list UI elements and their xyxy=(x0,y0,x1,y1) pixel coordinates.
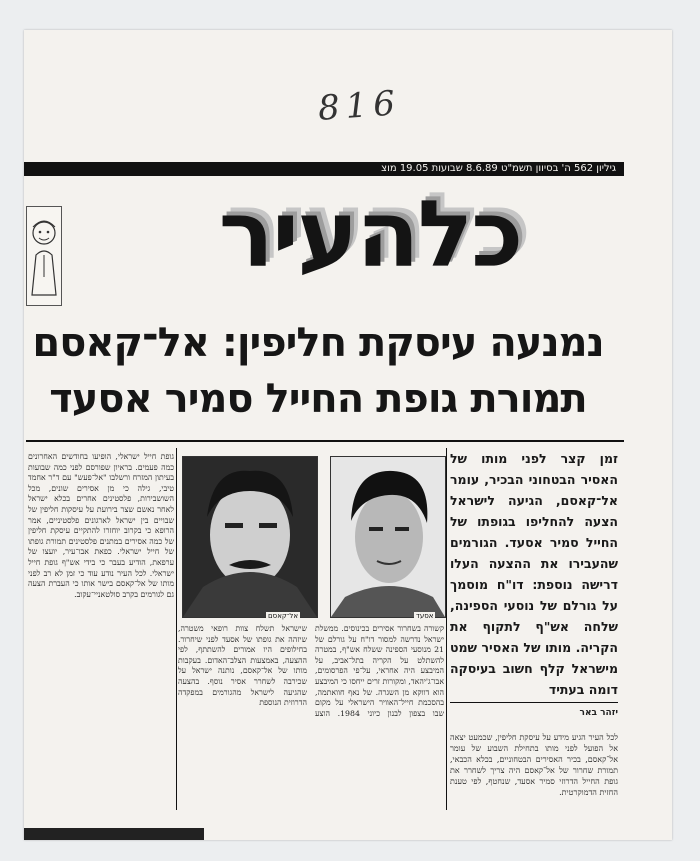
bottom-edge-strip xyxy=(24,828,204,840)
handwritten-page-number: 816 xyxy=(316,83,403,129)
portrait-young-man-icon xyxy=(331,457,445,617)
body-column-left: גופת חייל ישראלי, הופיעו בחודשים האחרונים כמה פעמים. בראיון שפורסם לפני כמה שבועות בעיתון המזרח ורשלבו "אל־פעש" עם ד"ר אחמד טיבי, גילה כי מן אסירים שונים, מכל השושבירות, פלסטינים אחרים בכלא ישראל לאחר נאשם שצר בירועת על עיסקות חליפין של שבויים בין ישראל לארגונים פלסטיניים, אמר הרופא כי בקרוב יוחזרו להתקיים עיסקת חליפין של כמה אסירים במתנים פלסטינים תמורת גופתו של חייל ישראלי. כפאת אבו־עיר, יועצו של ערפאת, הודיע בעבר כי בידי אש"ף גופת חייל ישראלי. לכל העיר נודע עוד כי זמן לא רב לפני מותו של אל־קאסם בישר אותו כי העברת הצעה גם לגורמים בקרב סולטאניי־עקוב. xyxy=(28,452,174,599)
caption-al-qasem: אל־קאסם xyxy=(268,612,299,620)
lede-paragraph: זמן קצר לפני מותו של האסיר הבטחוני הבכיר, עומר אל־קאסם, הגיעה לישראל הצעה להחליפו בגופתו של החייל סמיר אסעד. הגורמים שהעבירו את ההצעה העלו דרישה נוספת: דו"ח מוסמך על גורלם של נוסעי הספינה, שלחה אש"ף לתקוף את הקריה. מותו של האסיר שמט מישראל קלף חשוב בעיסקה דומה בעתיד xyxy=(450,451,618,697)
masthead-title: כלהעיר xyxy=(218,181,522,288)
body-column-middle: קשורה בשחרור אסירים בכינוסים. ממשלת ישראל נדרשה למסור דו"ח על גורלם של 21 מנוסעי הספינה ששלח אש"ף, במטרה להשתלט על הקריה בתל־אביב, על המיבצע היה אחראי, על־פי הפרסומים, אבו־ג'יהאד, ומקורות זרים ייחסו כי המיבצע הוא דווקא מן השגרה. של נאף חוואתמה, בהסכמת חייל־האוויר הישראלי על מקום שבו בצפון לבנון כיוני 1984. הוצע שישראל תשלח צוות רופאי משטרה, שיזהה את גופתו של אסעד לפני שיחרור. בחילופים היו אמורים להשתתף, לפי ההצעה, באמצעות הצלב־האדום. בעקבות מותו של אל־קאסם, נותנה ישראל על שכירבה לשחרר אסיר נוסף. בהצעה שהגיעה לישראל מהגורמים במפקדה הדרוזית הנוספת xyxy=(178,624,444,718)
headline-line-2: תמורת גופת החייל סמיר אסעד xyxy=(49,376,587,422)
byline-rule xyxy=(450,702,618,703)
caption-asaad: אסעד xyxy=(416,612,434,620)
byline: יזהר באר xyxy=(579,708,618,718)
issue-date-bar: גיליון 562 ה' בסיוון תשמ"ט 8.6.89 שבועות 19.05 מוצ xyxy=(24,162,622,176)
columnist-cartoon xyxy=(26,206,62,306)
portrait-man-icon xyxy=(183,457,317,617)
body-column-right: לכל העיר הגיע מידע על עיסקת חליפין, שכמעט יצאה אל הפועל לפני מותו בתחילת השבוע של עומר אל־קאסם, בכיר האסירים הבטחוניים, בכלא הכבאי, תמורת שחרור של אל־קאסם היה צריך לשחרר את גופת החייל הדרוזי סמיר אסעד, שנחטף, לפי טענת החזית הדמוקרטית. xyxy=(450,733,618,797)
issue-bar-end-mark xyxy=(622,162,674,176)
column-rule-left xyxy=(176,448,177,810)
photo-asaad xyxy=(330,456,446,618)
photo-al-qasem xyxy=(182,456,318,618)
headline-rule xyxy=(26,440,624,442)
cartoon-face-icon xyxy=(27,207,61,305)
headline-line-1: נמנעה עיסקת חליפין: אל־קאסם xyxy=(32,320,604,366)
column-rule-right xyxy=(446,448,447,810)
